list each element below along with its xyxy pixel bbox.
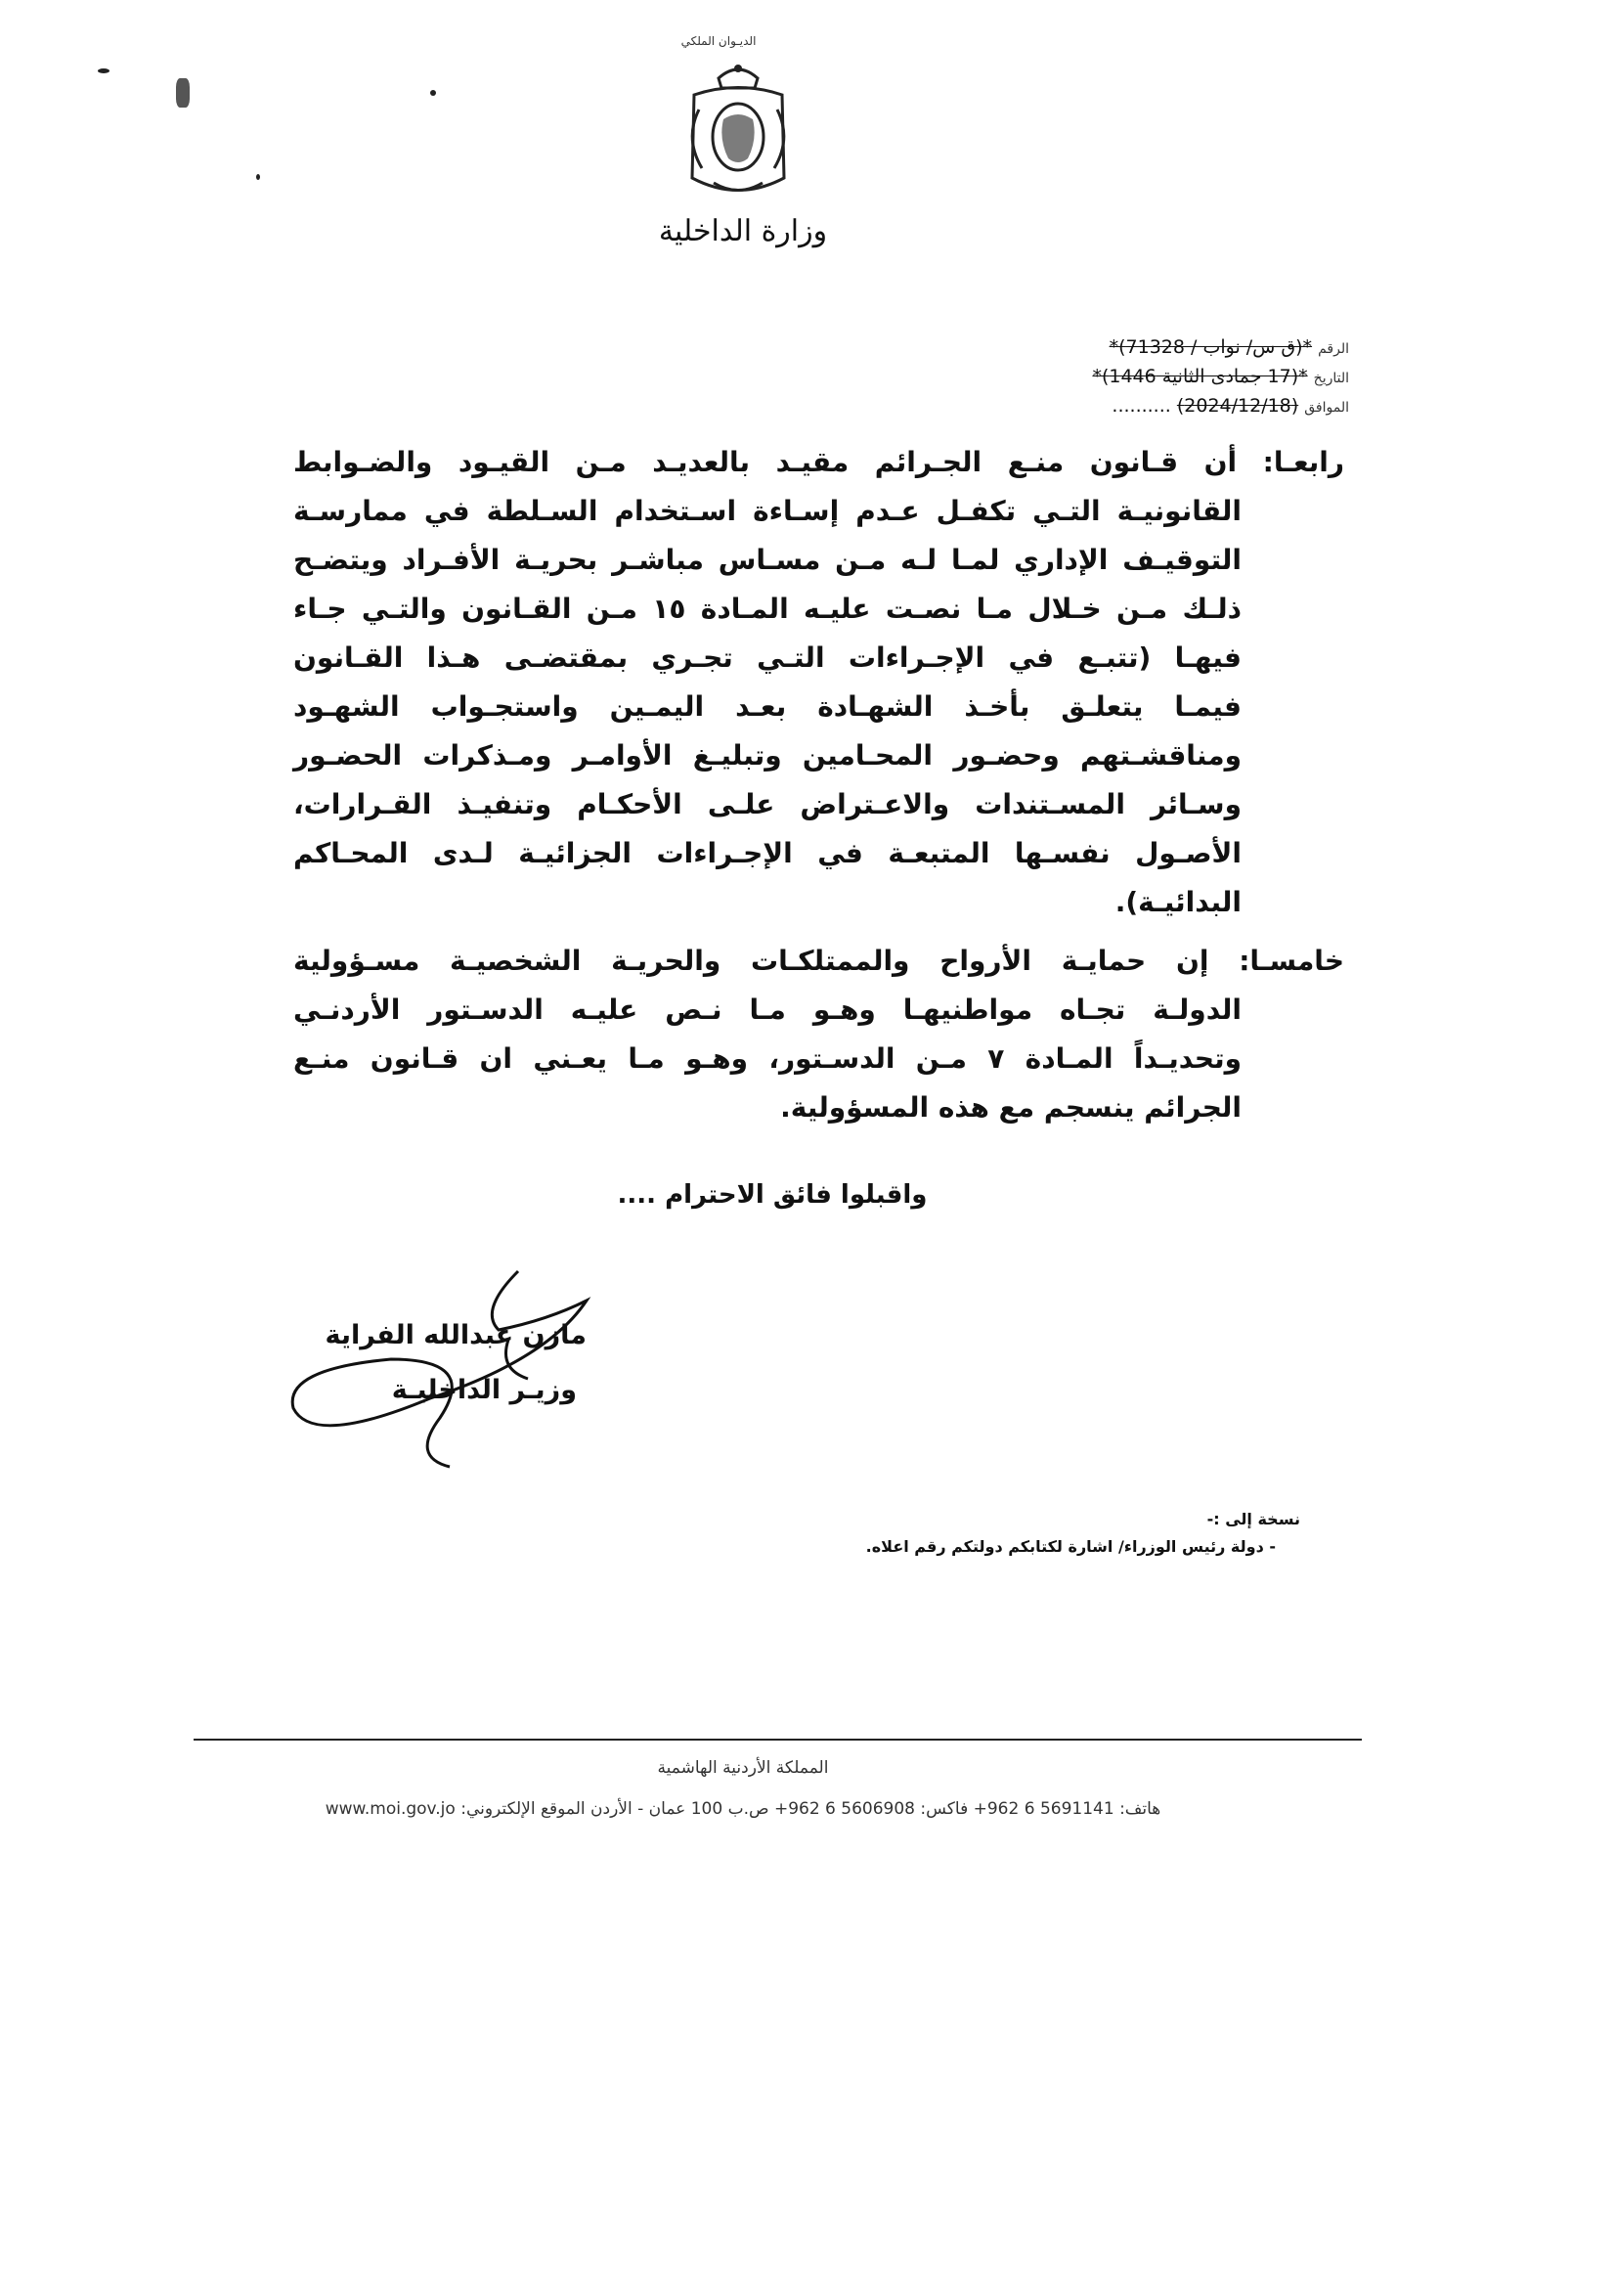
top-mark: الديـوان الملكي: [680, 34, 757, 48]
scan-speck: [256, 174, 260, 180]
reference-hijri-date: التاريخ *(17 جمادى الثانية 1446)*: [1092, 366, 1349, 387]
handwritten-signature: [254, 1252, 626, 1477]
footer-divider: [194, 1739, 1362, 1741]
signatory-name: مازن عبدالله الفراية: [325, 1320, 587, 1350]
letter-body: [293, 438, 1344, 1132]
paragraph-4-line: البدائيـة).: [1114, 886, 1242, 918]
scan-speck: [430, 90, 436, 96]
copy-to-block: [802, 1506, 1300, 1561]
reference-block: [1017, 332, 1349, 420]
paragraph-4-line: رابعـا: أن قـانون منـع الجـرائم مقيـد بالعديـد مـن القيـود والضـوابط: [293, 446, 1344, 478]
paragraph-5-line: وتحديـداً المـادة ٧ مـن الدسـتور، وهـو مـا يعـني ان قـانون منـع: [293, 1042, 1242, 1075]
paragraph-4-line: القانونيـة التـي تكفـل عـدم إسـاءة اسـتخدام السـلطة في ممارسـة: [293, 495, 1242, 527]
footer-kingdom: المملكة الأردنية الهاشمية: [657, 1758, 829, 1778]
copy-to-label: نسخة إلى :-: [1206, 1510, 1300, 1528]
paragraph-5-line: خامسـا: إن حمايـة الأرواح والممتلكـات والحريـة الشخصيـة مسـؤولية: [293, 945, 1344, 977]
paragraph-4-line: الأصـول نفسـها المتبعـة في الإجـراءات الجزائيـة لـدى المحـاكم: [293, 837, 1242, 869]
paragraph-4-line: ذلـك مـن خـلال مـا نصـت عليـه المـادة ١٥ مـن القـانون والتـي جـاء: [293, 593, 1242, 625]
reference-number: الرقم *(ق س/ نواب / 71328)*: [1109, 336, 1349, 358]
signatory-title: وزيـر الداخليـة: [391, 1375, 577, 1405]
scan-speck: [176, 78, 190, 108]
paragraph-4-line: فيهـا (تتبـع في الإجـراءات التـي تجـري بمقتضـى هـذا القـانون: [293, 641, 1242, 674]
scan-speck: [98, 68, 109, 73]
reference-gregorian-date: الموافق (2024/12/18) ..........: [1112, 395, 1349, 417]
paragraph-4-line: ومناقشـتهم وحضـور المحـامين وتبليـغ الأوامـر ومـذكرات الحضـور: [293, 739, 1242, 772]
paragraph-5-line: الدولـة تجـاه مواطنيهـا وهـو مـا نـص عليـه الدسـتور الأردنـي: [293, 993, 1242, 1026]
footer-contact: هاتف: 5691141 6 962+ فاكس: 5606908 6 962+ ص.ب 100 عمان - الأردن الموقع الإلكتروني: www.moi.gov.jo: [325, 1799, 1161, 1819]
closing-salutation: واقبلوا فائق الاحترام ....: [617, 1180, 928, 1210]
paragraph-5-line: الجرائم ينسجم مع هذه المسؤولية.: [780, 1091, 1242, 1124]
coat-of-arms-emblem: [675, 61, 802, 207]
ministry-name: وزارة الداخلية: [658, 214, 828, 248]
paragraph-4-line: فيمـا يتعلـق بأخـذ الشهـادة بعـد اليمـين واستجـواب الشهـود: [293, 690, 1242, 723]
paragraph-4-line: وسـائر المسـتندات والاعـتراض علـى الأحكـام وتنفيـذ القـرارات،: [293, 788, 1242, 820]
copy-to-item: - دولة رئيس الوزراء/ اشارة لكتابكم دولتكم رقم اعلاه.: [865, 1537, 1276, 1556]
paragraph-4-line: التوقيـف الإداري لمـا لـه مـن مسـاس مباشـر بحريـة الأفـراد ويتضـح: [293, 544, 1242, 576]
